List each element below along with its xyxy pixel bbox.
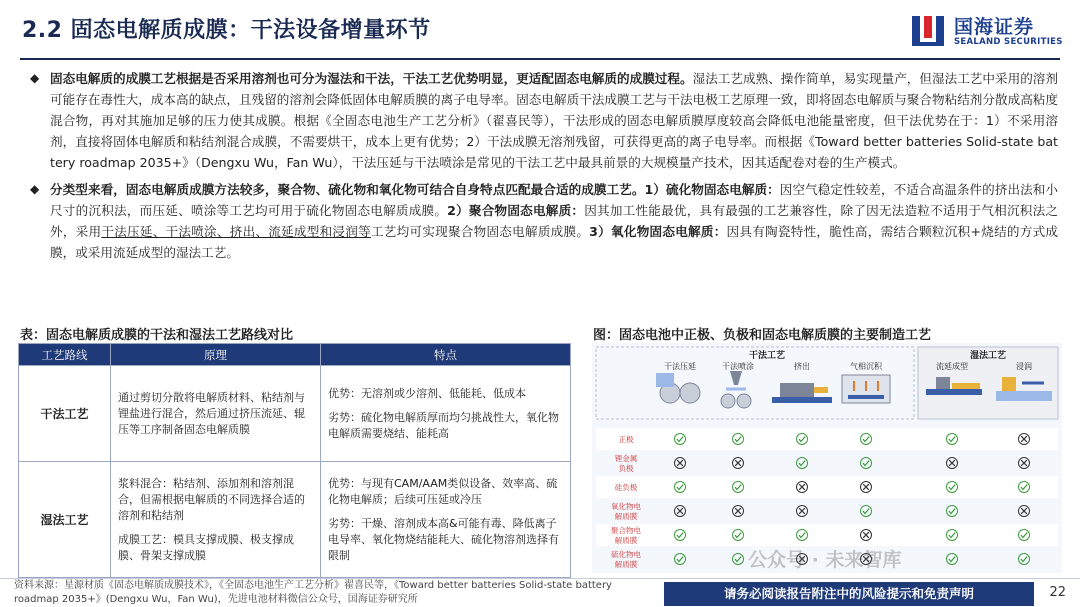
bullet-text-segment: 固态电解质的成膜工艺根据是否采用溶剂也可分为湿法和干法，干法工艺优势明显，更适配固态电解质的成膜过程。 (50, 71, 693, 86)
advantage-text: 优势：无溶剂或少溶剂、低能耗、低成本 (328, 386, 526, 400)
matrix-row-label: 负极 (618, 464, 634, 473)
principle-text: 成膜工艺：模具支撑成膜、极支撑成膜、骨架支撑成膜 (118, 532, 294, 562)
bullet-text-segment: 干法压延、干法喷涂、挤出、流延成型和浸润等 (101, 224, 371, 239)
matrix-row-label: 锂金属 (614, 454, 638, 463)
principle-cell (111, 462, 321, 578)
process-label: 浸润 (1016, 362, 1032, 371)
disadvantage-text: 劣势：硫化物电解质厚而均匀挑战性大，氧化物电解质需要烧结、能耗高 (328, 410, 559, 440)
bullet-text-segment: 2）聚合物固态电解质： (447, 203, 585, 218)
page-title: 2.2 固态电解质成膜：干法设备增量环节 (22, 18, 431, 43)
bullet-text-segment: 因空气稳定性较差，不适合高温条件的挤出法和小尺寸的沉积法，而压延、喷涂等工艺均可用于硫化物固态电解质成膜。 (50, 182, 1059, 218)
features-cell (321, 462, 571, 578)
table-header-cell: 特点 (321, 344, 571, 366)
features-cell (321, 366, 571, 462)
process-label: 挤出 (794, 362, 810, 371)
process-label: 干法喷涂 (722, 362, 754, 371)
matrix-row-label: 硅负极 (614, 483, 638, 492)
sealand-logo (910, 10, 1063, 52)
wet-group-label: 湿法工艺 (969, 351, 1007, 361)
bullet-text-segment: 3）氧化物固态电解质： (589, 224, 727, 239)
principle-text: 通过剪切分散将电解质材料、粘结剂与锂盐进行混合，然后通过挤压流延、辊压等工序制备固态电解质膜 (118, 390, 305, 436)
bullet-item (28, 68, 1058, 173)
process-label: 流延成型 (936, 362, 968, 371)
disadvantage-text: 劣势：干燥、溶剂成本高&可能有毒、降低离子电导率、氧化物烧结能耗大、硫化物溶剂选择有限制 (328, 516, 559, 562)
process-matrix-svg (592, 343, 1062, 573)
process-label: 气相沉积 (850, 362, 882, 371)
source-note: 资料来源：星源材质《固态电解质成膜技术》，《全固态电池生产工艺分析》翟喜民等，《Toward better batteries Solid-state battery roadmap 2035+》(Dengxu Wu，Fan Wu)，先进电池材料微信公众号，国海证券研究所 (14, 580, 612, 605)
logo-company-cn: 国海证券 (954, 16, 1035, 38)
principle-text: 浆料混合：粘结剂、添加剂和溶剂混合，但需根据电解质的不同选择合适的溶剂和粘结剂 (118, 476, 305, 522)
matrix-row-band (596, 452, 1058, 474)
route-cell: 干法工艺 (19, 366, 111, 462)
matrix-row-band (596, 500, 1058, 522)
disclaimer-banner: 请务必阅读报告附注中的风险提示和免责声明 (664, 582, 1034, 606)
table-header-cell: 原理 (111, 344, 321, 366)
route-cell: 湿法工艺 (19, 462, 111, 578)
matrix-row-band (596, 476, 1058, 498)
matrix-row-band (596, 524, 1058, 546)
table-header-cell: 工艺路线 (19, 344, 111, 366)
process-comparison-table (18, 343, 571, 578)
logo-company-en: SEALAND SECURITIES (954, 37, 1063, 47)
advantage-text: 优势：与现有CAM/AAM类似设备、效率高、硫化物电解质；后续可压延或冷压 (328, 476, 558, 506)
diamond-bullet-icon: ◆ (30, 71, 40, 85)
sealand-logo-icon (910, 12, 948, 50)
matrix-row-label: 聚合物电 (611, 526, 641, 535)
dry-group-label: 干法工艺 (748, 351, 786, 361)
bullet-text-segment: 工艺均可实现聚合物固态电解质成膜。 (370, 224, 590, 239)
matrix-row-label: 解质膜 (614, 560, 638, 569)
page-number: 22 (1049, 585, 1066, 600)
process-label: 干法压延 (664, 362, 696, 371)
vapor-deposition-illustration (842, 375, 890, 403)
matrix-row-label: 解质膜 (614, 536, 638, 545)
matrix-row-label: 正极 (618, 435, 634, 444)
diamond-bullet-icon: ◆ (30, 182, 40, 196)
bullet-item (28, 179, 1058, 263)
bullet-list (28, 68, 1058, 263)
table-row (19, 366, 571, 462)
matrix-row-label: 解质膜 (614, 512, 638, 521)
matrix-row-label: 硫化物电 (611, 550, 641, 559)
matrix-row-label: 氧化物电 (611, 502, 641, 511)
bullet-text-segment: 因其加工性能最优，具有最强的工艺兼容性，除了因无法造粒不适用于气相沉积法之外，采用 (50, 203, 1059, 239)
bullet-text-segment: 因具有陶瓷特性，脆性高，需结合颗粒沉积+烧结的方式成膜，或采用流延成型的湿法工艺。 (50, 224, 1059, 260)
matrix-row-band (596, 428, 1058, 450)
table-row (19, 462, 571, 578)
title-bar (0, 0, 1080, 60)
table-header-row (19, 344, 571, 366)
principle-cell (111, 366, 321, 462)
bullet-text-segment: 湿法工艺成熟、操作简单，易实现量产，但湿法工艺中采用的溶剂可能存在毒性大，成本高的缺点，且残留的溶剂会降低固体电解质膜的离子电导率。固态电解质干法成膜工艺与干法电极工艺原理一致，即将固态电解质与聚合物粘结剂分散成高粘度混合物，再对其施加足够的压力使其成膜。根据《全固态电池生产工艺分析》（翟喜民等），干法形成的固态电解质膜厚度较高会降低电池能量密度，但干法优势在于：1）不采用溶剂，直接将固体电解质和粘结剂混合成膜，不需要烘干，成本上更有优势；2）干法成膜无溶剂残留，可获得更高的离子电导率。而根据《Toward better batteries Solid-state battery roadmap 2035+》（Dengxu Wu，Fan Wu），干法压延与干法喷涂是常见的干法工艺中最具前景的大规模量产技术，因其适配卷对卷的生产模式。 (50, 71, 1059, 170)
bullet-text-segment: 分类型来看，固态电解质成膜方法较多，聚合物、硫化物和氧化物可结合自身特点匹配最合适的成膜工艺。1）硫化物固态电解质： (50, 182, 780, 197)
figure-caption: 图：固态电池中正极、负极和固态电解质膜的主要制造工艺 (593, 328, 932, 343)
process-matrix-figure (592, 343, 1062, 573)
title-divider (20, 58, 1060, 60)
table-caption: 表：固态电解质成膜的干法和湿法工艺路线对比 (20, 328, 294, 343)
wechat-watermark: 公众号 · 未来智库 (748, 549, 902, 571)
